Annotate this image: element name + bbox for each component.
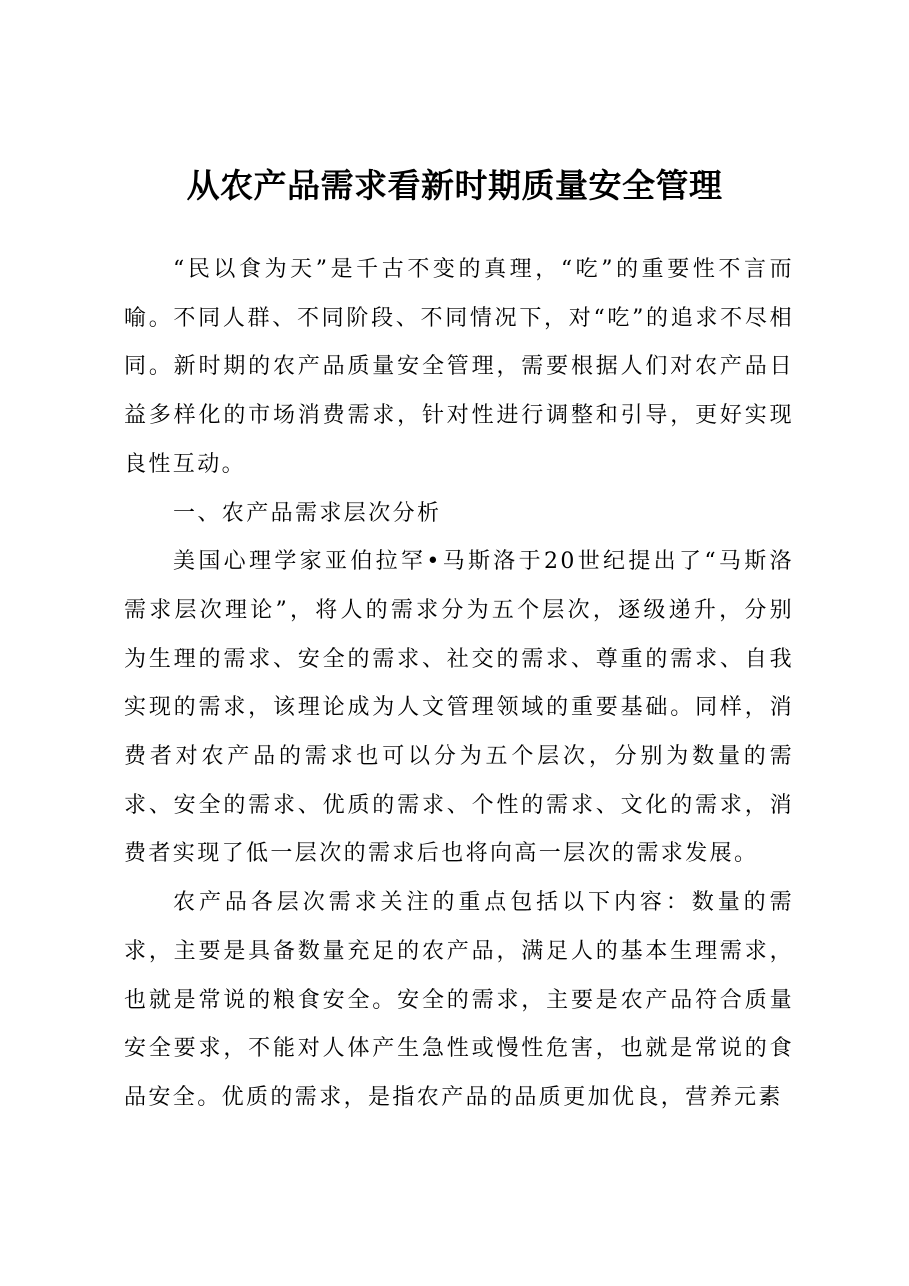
document-title: 从农产品需求看新时期质量安全管理 (186, 166, 723, 205)
paragraph-intro: “民以食为天”是千古不变的真理，“吃”的重要性不言而喻。不同人群、不同阶段、不同情况下，对“吃”的追求不尽相同。新时期的农产品质量安全管理，需要根据人们对农产品日益多样化的市场消费需求，针对性进行调整和引导，更好实现良性互动。 (124, 257, 794, 477)
section-heading: 一、农产品需求层次分析 (173, 500, 442, 526)
paragraph-demand-focus: 农产品各层次需求关注的重点包括以下内容：数量的需求，主要是具备数量充足的农产品，满足人的基本生理需求，也就是常说的粮食安全。安全的需求，主要是农产品符合质量安全要求，不能对人体产生急性或慢性危害，也就是常说的食品安全。优质的需求，是指农产品的品质更加优良，营养元素 (124, 890, 794, 1110)
paragraph-maslow: 美国心理学家亚伯拉罕•马斯洛于20世纪提出了“马斯洛需求层次理论”，将人的需求分为五个层次，逐级递升，分别为生理的需求、安全的需求、社交的需求、尊重的需求、自我实现的需求，该理论成为人文管理领域的重要基础。同样，消费者对农产品的需求也可以分为五个层次，分别为数量的需求、安全的需求、优质的需求、个性的需求、文化的需求，消费者实现了低一层次的需求后也将向高一层次的需求发展。 (124, 549, 794, 867)
document-body (124, 246, 794, 1123)
